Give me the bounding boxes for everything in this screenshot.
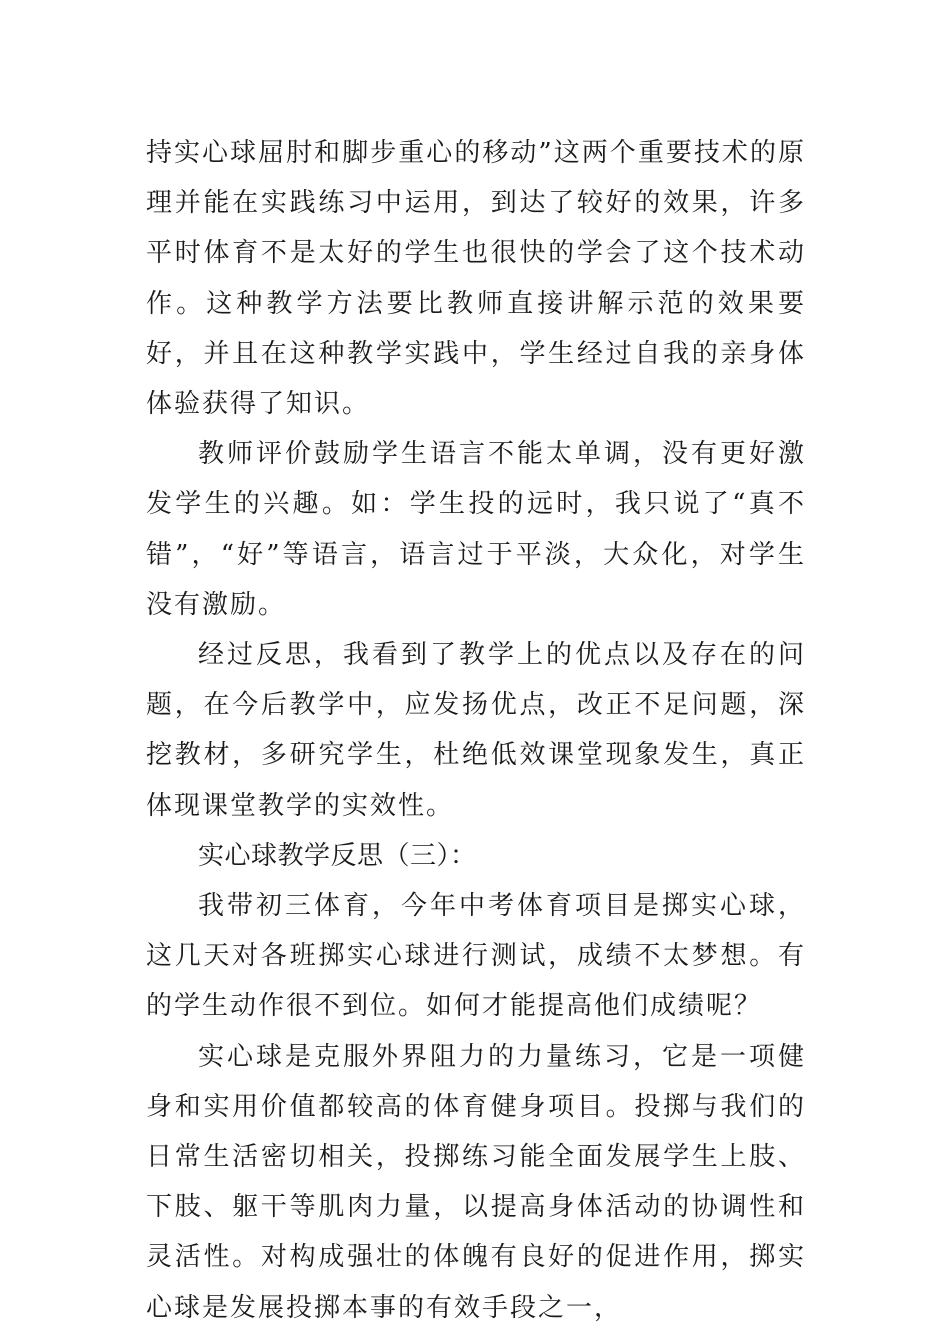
document-body — [146, 128, 806, 1333]
paragraph-3: 经过反思，我看到了教学上的优点以及存在的问题，在今后教学中，应发扬优点，改正不足问题，深挖教材，多研究学生，杜绝低效课堂现象发生，真正体现课堂教学的实效性。 — [146, 640, 806, 821]
paragraph-5: 实心球是克服外界阻力的力量练习，它是一项健身和实用价值都较高的体育健身项目。投掷与我们的日常生活密切相关，投掷练习能全面发展学生上肢、下肢、躯干等肌肉力量，以提高身体活动的协调性和灵活性。对构成强壮的体魄有良好的促进作用，掷实心球是发展投掷本事的有效手段之一， — [146, 1041, 806, 1323]
paragraph-4: 我带初三体育，今年中考体育项目是掷实心球，这几天对各班掷实心球进行测试，成绩不太梦想。有的学生动作很不到位。如何才能提高他们成绩呢？ — [146, 891, 806, 1022]
paragraph-2: 教师评价鼓励学生语言不能太单调，没有更好激发学生的兴趣。如：学生投的远时，我只说了“真不错”，“好”等语言，语言过于平淡，大众化，对学生没有激励。 — [146, 439, 806, 620]
paragraph-1: 持实心球屈肘和脚步重心的移动”这两个重要技术的原理并能在实践练习中运用，到达了较好的效果，许多平时体育不是太好的学生也很快的学会了这个技术动作。这种教学方法要比教师直接讲解示范的效果要好，并且在这种教学实践中，学生经过自我的亲身体体验获得了知识。 — [146, 138, 806, 420]
section-heading: 实心球教学反思（三）： — [198, 840, 477, 871]
